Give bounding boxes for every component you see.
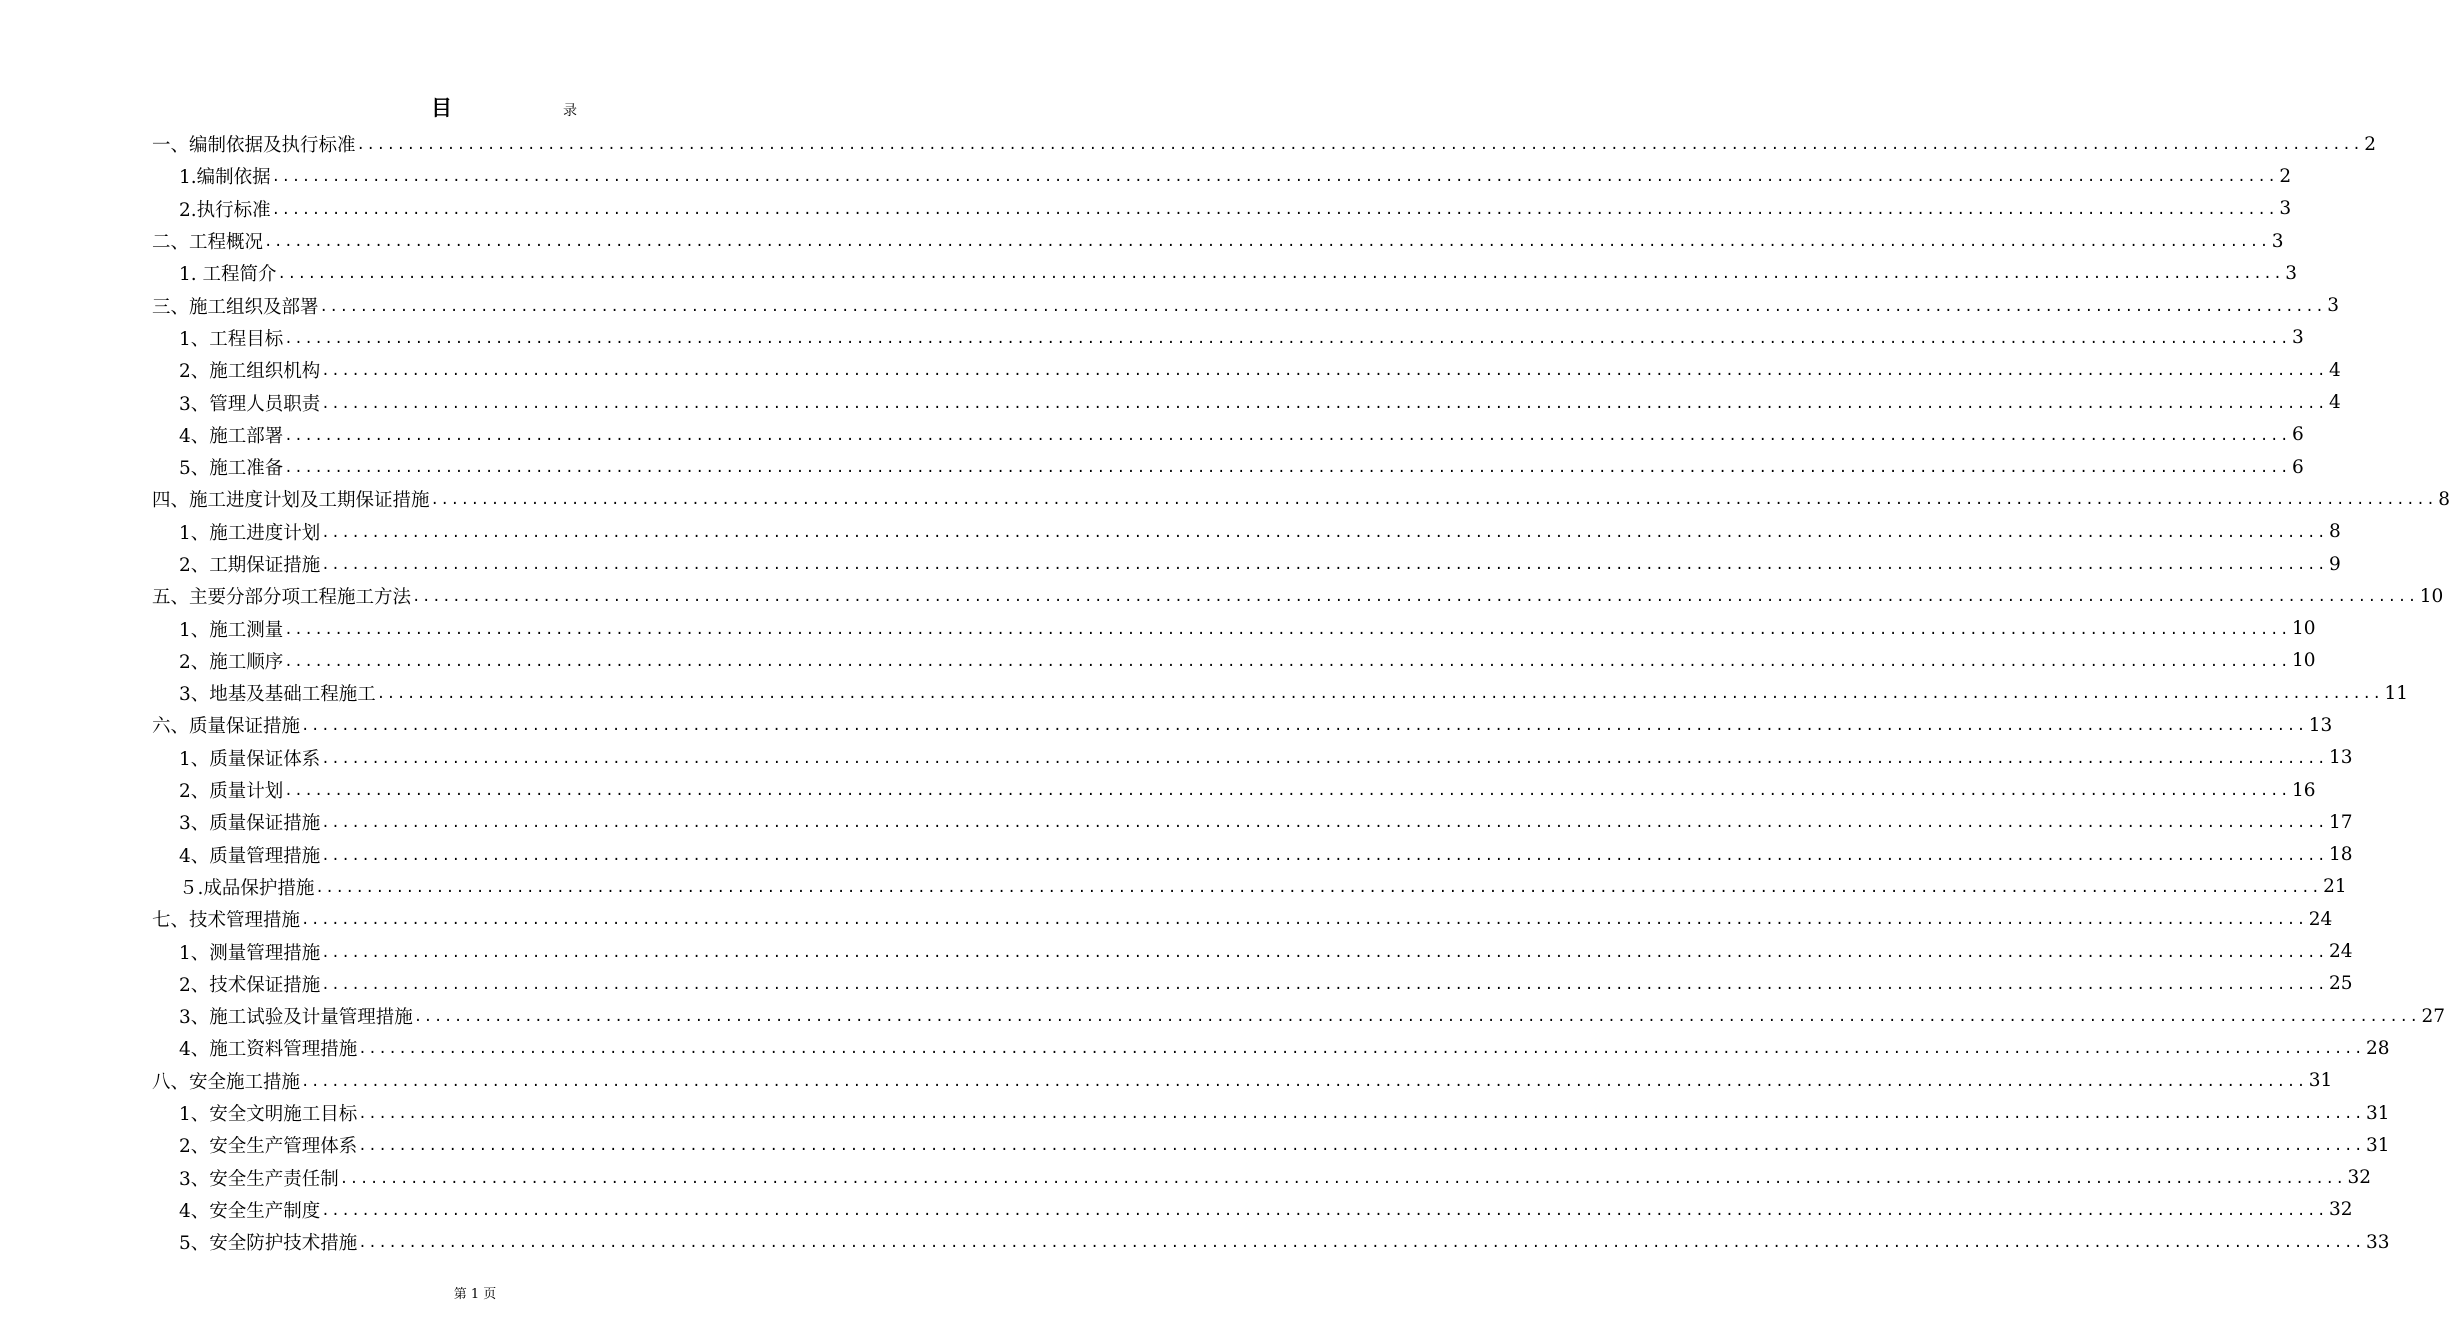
toc-entry-page-number: 13 bbox=[2308, 714, 2333, 736]
toc-entry-page-number: 21 bbox=[2323, 876, 2347, 898]
table-of-contents bbox=[152, 128, 2450, 1258]
toc-entry-page-number: 18 bbox=[2329, 844, 2353, 866]
toc-entry[interactable] bbox=[152, 193, 2292, 225]
toc-entry-page-number: 4 bbox=[2329, 359, 2341, 381]
toc-entry-page-number: 17 bbox=[2329, 811, 2353, 833]
toc-entry-page-number: 33 bbox=[2366, 1231, 2390, 1253]
toc-entry[interactable] bbox=[152, 354, 2341, 386]
toc-entry[interactable] bbox=[152, 289, 2340, 321]
toc-entry-label: 1.编制依据 bbox=[179, 167, 271, 189]
toc-dot-leader: ........................................................................................................................................................................................................ bbox=[358, 1138, 2365, 1155]
toc-entry-page-number: 3 bbox=[2327, 295, 2340, 317]
toc-entry-page-number: 3 bbox=[2271, 230, 2284, 252]
toc-title-char-2: 录 bbox=[563, 103, 577, 119]
toc-dot-leader: ........................................................................................................................................................................................................ bbox=[356, 137, 2363, 154]
toc-entry-label: 2、施工顺序 bbox=[179, 651, 284, 673]
toc-entry-label: 3、安全生产责任制 bbox=[179, 1168, 339, 1190]
toc-entry-label: 3、地基及基础工程施工 bbox=[179, 684, 376, 706]
toc-entry[interactable] bbox=[152, 1226, 2390, 1258]
toc-entry-page-number: 2 bbox=[2279, 165, 2292, 187]
toc-entry[interactable] bbox=[152, 774, 2316, 806]
toc-entry-label: 2、技术保证措施 bbox=[179, 974, 321, 996]
toc-dot-leader: ........................................................................................................................................................................................................ bbox=[284, 783, 2291, 800]
toc-entry-label: 一、编制依据及执行标准 bbox=[152, 135, 356, 157]
toc-entry[interactable] bbox=[152, 1000, 2446, 1032]
toc-entry[interactable] bbox=[152, 548, 2341, 580]
toc-dot-leader: ........................................................................................................................................................................................................ bbox=[301, 718, 2307, 735]
toc-entry-page-number: 32 bbox=[2347, 1167, 2372, 1189]
toc-entry-page-number: 8 bbox=[2438, 488, 2450, 510]
toc-dot-leader: ........................................................................................................................................................................................................ bbox=[321, 557, 2328, 573]
toc-dot-leader: ........................................................................................................................................................................................................ bbox=[284, 653, 2291, 670]
toc-entry-page-number: 27 bbox=[2421, 1005, 2446, 1027]
toc-dot-leader: ........................................................................................................................................................................................................ bbox=[271, 169, 2278, 186]
toc-dot-leader: ........................................................................................................................................................................................................ bbox=[284, 427, 2291, 444]
toc-entry-label: 4、安全生产制度 bbox=[179, 1200, 321, 1222]
toc-entry[interactable] bbox=[152, 419, 2304, 451]
toc-entry-page-number: 11 bbox=[2384, 682, 2409, 704]
toc-entry[interactable] bbox=[152, 935, 2353, 967]
toc-entry[interactable] bbox=[152, 806, 2353, 838]
toc-entry[interactable] bbox=[152, 1129, 2390, 1161]
toc-dot-leader: ........................................................................................................................................................................................................ bbox=[301, 1073, 2307, 1090]
toc-entry-page-number: 4 bbox=[2329, 392, 2341, 414]
toc-entry-page-number: 31 bbox=[2366, 1102, 2390, 1124]
toc-entry-label: 1、质量保证体系 bbox=[179, 748, 321, 770]
toc-dot-leader: ........................................................................................................................................................................................................ bbox=[430, 492, 2437, 509]
toc-dot-leader: ........................................................................................................................................................................................................ bbox=[321, 395, 2328, 412]
toc-entry-page-number: 10 bbox=[2419, 585, 2444, 607]
toc-entry[interactable] bbox=[152, 1194, 2353, 1226]
toc-entry[interactable] bbox=[152, 257, 2298, 289]
toc-entry-label: ５.成品保护措施 bbox=[179, 877, 315, 899]
toc-dot-leader: ........................................................................................................................................................................................................ bbox=[412, 589, 2418, 606]
toc-dot-leader: ........................................................................................................................................................................................................ bbox=[358, 1041, 2365, 1058]
toc-entry-label: 1、施工测量 bbox=[179, 619, 284, 641]
toc-dot-leader: ........................................................................................................................................................................................................ bbox=[321, 1202, 2328, 1219]
toc-dot-leader: ........................................................................................................................................................................................................ bbox=[284, 460, 2291, 477]
toc-entry-label: 三、施工组织及部署 bbox=[152, 296, 319, 318]
toc-entry[interactable] bbox=[152, 871, 2347, 903]
toc-entry-label: 5、安全防护技术措施 bbox=[179, 1233, 358, 1255]
toc-entry-page-number: 31 bbox=[2366, 1134, 2390, 1156]
toc-entry[interactable] bbox=[152, 742, 2353, 774]
toc-entry-label: 2、工期保证措施 bbox=[179, 555, 321, 576]
toc-entry-label: 1、测量管理措施 bbox=[179, 942, 321, 964]
toc-entry[interactable] bbox=[152, 1162, 2372, 1194]
toc-entry[interactable] bbox=[152, 225, 2284, 257]
toc-entry[interactable] bbox=[152, 677, 2409, 709]
toc-entry-page-number: 6 bbox=[2292, 424, 2304, 446]
toc-entry-page-number: 31 bbox=[2308, 1070, 2333, 1092]
toc-dot-leader: ........................................................................................................................................................................................................ bbox=[321, 976, 2328, 993]
toc-entry-label: 六、质量保证措施 bbox=[152, 716, 301, 738]
page-footer: 第 1 页 bbox=[453, 1287, 497, 1302]
toc-title bbox=[0, 90, 950, 124]
toc-title-char-1: 目 bbox=[431, 96, 452, 120]
toc-entry-label: 2、施工组织机构 bbox=[179, 361, 321, 383]
toc-entry[interactable] bbox=[152, 1097, 2390, 1129]
toc-dot-leader: ........................................................................................................................................................................................................ bbox=[321, 524, 2328, 541]
toc-entry-label: 1、施工进度计划 bbox=[179, 522, 321, 544]
toc-entry[interactable] bbox=[152, 903, 2333, 935]
toc-entry-label: 2、质量计划 bbox=[179, 781, 284, 803]
toc-dot-leader: ........................................................................................................................................................................................................ bbox=[301, 912, 2307, 929]
toc-entry-label: 1、工程目标 bbox=[179, 328, 284, 350]
toc-entry-page-number: 16 bbox=[2292, 779, 2316, 801]
toc-entry-label: 5、施工准备 bbox=[179, 458, 284, 480]
toc-entry[interactable] bbox=[152, 516, 2341, 548]
toc-entry-page-number: 28 bbox=[2366, 1037, 2390, 1059]
toc-entry-page-number: 32 bbox=[2329, 1199, 2353, 1221]
toc-entry-page-number: 24 bbox=[2329, 941, 2353, 963]
toc-dot-leader: ........................................................................................................................................................................................................ bbox=[277, 266, 2284, 283]
toc-entry-label: 八、安全施工措施 bbox=[152, 1071, 301, 1093]
toc-dot-leader: ........................................................................................................................................................................................................ bbox=[319, 298, 2326, 315]
toc-dot-leader: ........................................................................................................................................................................................................ bbox=[264, 234, 2270, 251]
toc-dot-leader: ........................................................................................................................................................................................................ bbox=[284, 621, 2291, 638]
toc-dot-leader: ........................................................................................................................................................................................................ bbox=[376, 686, 2383, 703]
toc-dot-leader: ........................................................................................................................................................................................................ bbox=[339, 1170, 2346, 1187]
toc-entry[interactable] bbox=[152, 160, 2292, 192]
toc-entry-page-number: 13 bbox=[2329, 747, 2353, 769]
toc-dot-leader: ........................................................................................................................................................................................................ bbox=[321, 815, 2328, 832]
toc-dot-leader: ........................................................................................................................................................................................................ bbox=[321, 847, 2328, 864]
toc-entry[interactable] bbox=[152, 483, 2450, 515]
toc-entry-label: 3、质量保证措施 bbox=[179, 813, 321, 835]
toc-entry-label: 2、安全生产管理体系 bbox=[179, 1136, 358, 1158]
toc-entry-label: 四、施工进度计划及工期保证措施 bbox=[152, 490, 430, 512]
toc-entry[interactable] bbox=[152, 386, 2341, 418]
toc-entry[interactable] bbox=[152, 128, 2377, 160]
toc-entry[interactable] bbox=[152, 1065, 2333, 1097]
toc-entry-page-number: 8 bbox=[2329, 521, 2341, 543]
toc-entry-page-number: 3 bbox=[2285, 262, 2298, 284]
toc-entry[interactable] bbox=[152, 612, 2316, 644]
toc-entry-label: 七、技术管理措施 bbox=[152, 910, 301, 932]
toc-entry-label: 二、工程概况 bbox=[152, 232, 264, 254]
toc-dot-leader: ........................................................................................................................................................................................................ bbox=[413, 1009, 2420, 1026]
toc-entry-label: 3、施工试验及计量管理措施 bbox=[179, 1007, 413, 1029]
toc-entry[interactable] bbox=[152, 645, 2316, 677]
toc-entry[interactable] bbox=[152, 580, 2444, 612]
toc-entry[interactable] bbox=[152, 451, 2304, 483]
toc-entry-page-number: 3 bbox=[2292, 327, 2304, 349]
toc-entry-page-number: 25 bbox=[2329, 973, 2353, 995]
toc-entry-page-number: 3 bbox=[2279, 198, 2292, 220]
toc-dot-leader: ........................................................................................................................................................................................................ bbox=[358, 1106, 2365, 1123]
toc-entry-label: 3、管理人员职责 bbox=[179, 393, 321, 415]
toc-entry-label: 五、主要分部分项工程施工方法 bbox=[152, 587, 412, 609]
toc-dot-leader: ........................................................................................................................................................................................................ bbox=[321, 750, 2328, 767]
toc-dot-leader: ........................................................................................................................................................................................................ bbox=[358, 1235, 2365, 1252]
toc-entry-page-number: 24 bbox=[2308, 908, 2333, 930]
toc-entry[interactable] bbox=[152, 968, 2353, 1000]
toc-entry-page-number: 9 bbox=[2329, 553, 2341, 575]
toc-entry[interactable] bbox=[152, 1032, 2390, 1064]
toc-entry[interactable] bbox=[152, 839, 2353, 871]
toc-entry[interactable] bbox=[152, 709, 2333, 741]
toc-entry[interactable] bbox=[152, 322, 2304, 354]
toc-dot-leader: ........................................................................................................................................................................................................ bbox=[284, 330, 2291, 347]
toc-entry-page-number: 10 bbox=[2292, 650, 2316, 672]
toc-entry-label: 4、施工资料管理措施 bbox=[179, 1039, 358, 1061]
toc-dot-leader: ........................................................................................................................................................................................................ bbox=[321, 944, 2328, 961]
toc-dot-leader: ........................................................................................................................................................................................................ bbox=[321, 363, 2328, 380]
toc-entry-label: 2.执行标准 bbox=[179, 199, 271, 221]
toc-entry-page-number: 10 bbox=[2292, 618, 2316, 640]
toc-entry-page-number: 2 bbox=[2364, 133, 2377, 155]
toc-dot-leader: ........................................................................................................................................................................................................ bbox=[315, 879, 2322, 896]
toc-dot-leader: ........................................................................................................................................................................................................ bbox=[271, 201, 2278, 218]
toc-entry-label: 4、质量管理措施 bbox=[179, 845, 321, 867]
toc-entry-label: 1. 工程简介 bbox=[179, 264, 277, 286]
toc-entry-label: 1、安全文明施工目标 bbox=[179, 1104, 358, 1126]
toc-entry-page-number: 6 bbox=[2292, 456, 2304, 478]
toc-entry-label: 4、施工部署 bbox=[179, 425, 284, 447]
